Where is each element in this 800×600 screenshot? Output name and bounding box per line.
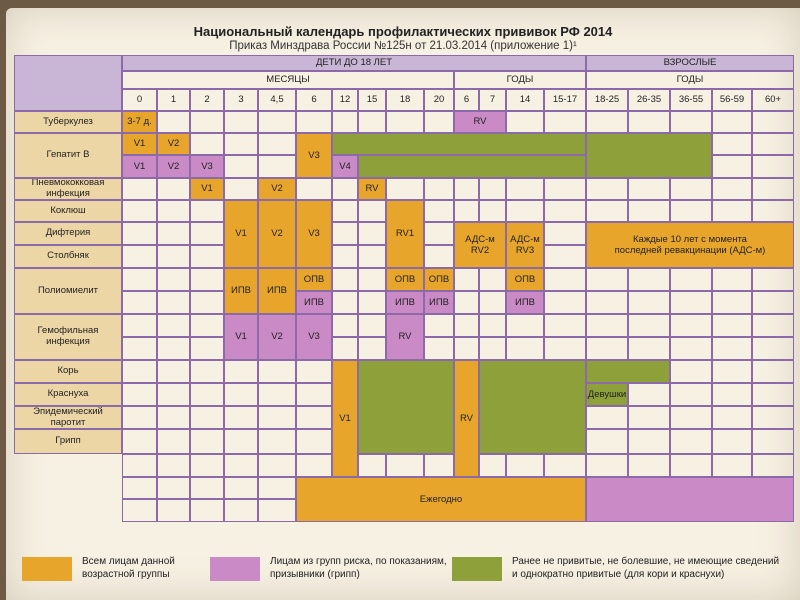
grid-cell: [190, 360, 224, 383]
dtp-rv1: RV1: [387, 201, 423, 267]
grid-cell: [712, 155, 752, 178]
grid-cell: [752, 454, 794, 477]
grid-cell: [332, 200, 358, 222]
grid-cell: [752, 337, 794, 360]
grid-cell: [332, 222, 358, 245]
grid-cell: [586, 200, 628, 222]
grid-cell: [586, 314, 628, 337]
age-column-header: 6: [454, 89, 479, 111]
age-column-header: 7: [479, 89, 506, 111]
grid-cell: [752, 291, 794, 314]
legend-swatch-unvaccinated: [452, 557, 502, 581]
legend-text-risk: Лицам из групп риска, по показаниям, призывники (грипп): [270, 556, 447, 580]
grid-cell: [586, 429, 628, 454]
grid-cell: [454, 178, 479, 200]
row-label-polio: Полиомиелит: [14, 268, 122, 314]
grid-cell: [190, 454, 224, 477]
grid-cell: [122, 178, 157, 200]
grid-cell: [122, 360, 157, 383]
grid-cell: [332, 268, 358, 291]
grid-cell: [224, 111, 258, 133]
grid-cell: [479, 200, 506, 222]
legend-item-all: [22, 556, 175, 581]
grid-cell: [332, 111, 358, 133]
grid-cell: [190, 200, 224, 222]
mmr-v1: V1: [333, 361, 357, 476]
grid-cell: [544, 337, 586, 360]
grid-cell: [386, 178, 424, 200]
grid-cell: [670, 291, 712, 314]
polio-ipv-20m: ИПВ: [425, 292, 453, 313]
adult-td-every-10-years: Каждые 10 лет с момента последней ревакцинации (АДС-м): [587, 223, 793, 267]
row-label-flu: Грипп: [14, 429, 122, 454]
grid-cell: [386, 454, 424, 477]
grid-cell: [258, 111, 296, 133]
row-label-hib: Гемофильная инфекция: [14, 314, 122, 360]
grid-cell: [544, 314, 586, 337]
grid-cell: [712, 111, 752, 133]
grid-cell: [224, 383, 258, 406]
grid-cell: [670, 429, 712, 454]
grid-cell: [628, 291, 670, 314]
grid-cell: [190, 383, 224, 406]
grid-cell: [190, 314, 224, 337]
grid-cell: [424, 454, 454, 477]
grid-cell: [358, 111, 386, 133]
grid-cell: [157, 477, 190, 499]
grid-cell: [296, 111, 332, 133]
age-column-header: 2: [190, 89, 224, 111]
grid-cell: [358, 454, 386, 477]
age-column-header: 3: [224, 89, 258, 111]
hepb-risk-v3: V3: [191, 156, 223, 177]
grid-cell: [752, 383, 794, 406]
grid-cell: [122, 429, 157, 454]
row-label-diph: Дифтерия: [14, 222, 122, 245]
age-column-header: 26-35: [628, 89, 670, 111]
age-column-header: 18-25: [586, 89, 628, 111]
grid-cell: [628, 383, 670, 406]
grid-cell: [752, 200, 794, 222]
mmr-rv: RV: [455, 361, 478, 476]
grid-cell: [157, 499, 190, 522]
tb-3-7-days: 3-7 д.: [123, 112, 156, 132]
grid-cell: [122, 314, 157, 337]
polio-ipv-18m: ИПВ: [387, 292, 423, 313]
grid-cell: [424, 314, 454, 337]
grid-cell: [712, 454, 752, 477]
grid-cell: [752, 178, 794, 200]
hepb-risk-v2: V2: [158, 156, 189, 177]
age-column-header: 6: [296, 89, 332, 111]
grid-cell: [157, 111, 190, 133]
grid-cell: [224, 406, 258, 429]
grid-cell: [586, 406, 628, 429]
hepb-v4: V4: [333, 156, 357, 177]
mmr-unvaccinated-teens: [480, 361, 585, 453]
pneumo-v2: V2: [259, 179, 295, 199]
grid-cell: [224, 429, 258, 454]
age-column-header: 20: [424, 89, 454, 111]
polio-opv-20m: ОПВ: [425, 269, 453, 290]
grid-cell: [296, 406, 332, 429]
grid-cell: [122, 499, 157, 522]
hepb-risk-v1: V1: [123, 156, 156, 177]
grid-cell: [332, 245, 358, 268]
grid-cell: [190, 429, 224, 454]
grid-cell: [712, 406, 752, 429]
legend-item-unvaccinated: [452, 556, 779, 581]
grid-cell: [157, 178, 190, 200]
grid-cell: [712, 133, 752, 155]
grid-cell: [157, 268, 190, 291]
grid-cell: [224, 499, 258, 522]
polio-ipv-14y: ИПВ: [507, 292, 543, 313]
hepb-v2: V2: [158, 134, 189, 154]
header-years-adults: ГОДЫ: [586, 71, 794, 89]
grid-cell: [358, 245, 386, 268]
row-label-mumps: Эпидемический паротит: [14, 406, 122, 429]
grid-cell: [332, 291, 358, 314]
dtp-v2: V2: [259, 201, 295, 267]
grid-cell: [157, 314, 190, 337]
grid-cell: [224, 133, 258, 155]
mmr-unvaccinated-children: [359, 361, 453, 453]
grid-cell: [157, 245, 190, 268]
grid-cell: [479, 337, 506, 360]
grid-cell: [479, 454, 506, 477]
grid-cell: [190, 133, 224, 155]
tb-revaccination: RV: [455, 112, 505, 132]
grid-cell: [712, 314, 752, 337]
grid-cell: [224, 155, 258, 178]
grid-cell: [296, 360, 332, 383]
grid-cell: [122, 291, 157, 314]
polio-ipv-3m: ИПВ: [225, 269, 257, 313]
grid-cell: [670, 268, 712, 291]
grid-cell: [258, 499, 296, 522]
grid-cell: [628, 406, 670, 429]
grid-cell: [157, 383, 190, 406]
row-label-rubella: Краснуха: [14, 383, 122, 406]
grid-cell: [190, 245, 224, 268]
grid-cell: [190, 337, 224, 360]
grid-cell: [544, 222, 586, 245]
grid-cell: [670, 200, 712, 222]
grid-cell: [122, 454, 157, 477]
grid-cell: [586, 111, 628, 133]
row-label-pert: Коклюш: [14, 200, 122, 222]
grid-cell: [190, 291, 224, 314]
polio-ipv-45m: ИПВ: [259, 269, 295, 313]
polio-opv-6m: ОПВ: [297, 269, 331, 290]
grid-cell: [224, 477, 258, 499]
legend-swatch-risk: [210, 557, 260, 581]
row-label-hepb: Гепатит В: [14, 133, 122, 178]
grid-cell: [544, 111, 586, 133]
grid-cell: [454, 337, 479, 360]
grid-cell: [670, 314, 712, 337]
grid-cell: [752, 111, 794, 133]
grid-cell: [424, 178, 454, 200]
grid-cell: [332, 178, 358, 200]
hib-v3: V3: [297, 315, 331, 359]
grid-cell: [479, 291, 506, 314]
grid-cell: [157, 222, 190, 245]
grid-cell: [479, 178, 506, 200]
grid-cell: [122, 222, 157, 245]
grid-cell: [752, 268, 794, 291]
grid-cell: [358, 200, 386, 222]
hib-rv: RV: [387, 315, 423, 359]
grid-cell: [122, 477, 157, 499]
grid-cell: [670, 360, 712, 383]
age-column-header: 14: [506, 89, 544, 111]
grid-cell: [712, 178, 752, 200]
grid-cell: [506, 314, 544, 337]
grid-cell: [157, 406, 190, 429]
grid-cell: [670, 454, 712, 477]
grid-cell: [752, 155, 794, 178]
grid-cell: [670, 383, 712, 406]
grid-cell: [712, 291, 752, 314]
age-column-header: 36-55: [670, 89, 712, 111]
grid-cell: [752, 133, 794, 155]
age-column-header: 1: [157, 89, 190, 111]
grid-cell: [479, 268, 506, 291]
rubella-girls: Девушки: [587, 384, 627, 405]
grid-cell: [628, 429, 670, 454]
grid-cell: [296, 178, 332, 200]
grid-cell: [670, 178, 712, 200]
grid-cell: [296, 429, 332, 454]
grid-cell: [454, 314, 479, 337]
grid-cell: [670, 337, 712, 360]
grid-cell: [157, 429, 190, 454]
age-column-header: 15-17: [544, 89, 586, 111]
grid-cell: [386, 111, 424, 133]
age-column-header: 18: [386, 89, 424, 111]
vaccination-calendar-card: [6, 8, 800, 600]
age-column-header: 4,5: [258, 89, 296, 111]
grid-cell: [712, 268, 752, 291]
grid-cell: [586, 454, 628, 477]
flu-risk-adults: [587, 478, 793, 521]
ads-m-rv2: АДС-м RV2: [455, 223, 505, 267]
grid-cell: [258, 155, 296, 178]
grid-cell: [424, 337, 454, 360]
grid-cell: [506, 111, 544, 133]
header-years-children: ГОДЫ: [454, 71, 586, 89]
grid-cell: [190, 222, 224, 245]
legend-item-risk: [210, 556, 447, 581]
grid-cell: [122, 383, 157, 406]
grid-cell: [190, 499, 224, 522]
grid-cell: [157, 200, 190, 222]
grid-cell: [544, 178, 586, 200]
grid-cell: [358, 291, 386, 314]
hepb-unvaccinated-children-top: [333, 134, 585, 154]
grid-cell: [122, 245, 157, 268]
ads-m-rv3: АДС-м RV3: [507, 223, 543, 267]
row-label-tb: Туберкулез: [14, 111, 122, 133]
grid-cell: [258, 429, 296, 454]
page-title: Национальный календарь профилактических прививок РФ 2014: [193, 24, 613, 39]
grid-cell: [752, 429, 794, 454]
grid-cell: [190, 406, 224, 429]
grid-cell: [454, 268, 479, 291]
age-column-header: 0: [122, 89, 157, 111]
grid-cell: [586, 178, 628, 200]
dtp-v1: V1: [225, 201, 257, 267]
hepb-unvaccinated-children: [359, 156, 585, 177]
grid-cell: [190, 268, 224, 291]
grid-cell: [712, 383, 752, 406]
grid-cell: [712, 429, 752, 454]
pneumo-rv: RV: [359, 179, 385, 199]
age-column-header: 60+: [752, 89, 794, 111]
grid-cell: [122, 268, 157, 291]
grid-cell: [454, 291, 479, 314]
grid-cell: [358, 337, 386, 360]
grid-cell: [544, 268, 586, 291]
row-label-measles: Корь: [14, 360, 122, 383]
header-corner: [14, 55, 122, 111]
grid-cell: [358, 268, 386, 291]
grid-cell: [586, 291, 628, 314]
grid-cell: [157, 360, 190, 383]
grid-cell: [122, 200, 157, 222]
grid-cell: [258, 133, 296, 155]
grid-cell: [424, 245, 454, 268]
age-column-header: 12: [332, 89, 358, 111]
grid-cell: [712, 360, 752, 383]
grid-cell: [258, 454, 296, 477]
grid-cell: [544, 454, 586, 477]
dtp-v3: V3: [297, 201, 331, 267]
flu-yearly: Ежегодно: [297, 478, 585, 521]
hepb-unvaccinated-adults: [587, 134, 711, 177]
grid-cell: [157, 337, 190, 360]
measles-unvaccinated-adults: [587, 361, 669, 382]
grid-cell: [424, 222, 454, 245]
grid-cell: [628, 454, 670, 477]
header-children: ДЕТИ ДО 18 ЛЕТ: [122, 55, 586, 71]
hib-v2: V2: [259, 315, 295, 359]
grid-cell: [122, 406, 157, 429]
header-months: МЕСЯЦЫ: [122, 71, 454, 89]
grid-cell: [358, 222, 386, 245]
grid-cell: [712, 200, 752, 222]
grid-cell: [157, 454, 190, 477]
header-adults: ВЗРОСЛЫЕ: [586, 55, 794, 71]
grid-cell: [332, 314, 358, 337]
grid-cell: [479, 314, 506, 337]
grid-cell: [224, 178, 258, 200]
hib-v1: V1: [225, 315, 257, 359]
grid-cell: [358, 314, 386, 337]
grid-cell: [190, 111, 224, 133]
grid-cell: [628, 178, 670, 200]
legend-text-unvaccinated: Ранее не привитые, не болевшие, не имеющие сведений и однократно привитые (для кори и краснухи): [512, 556, 780, 580]
grid-cell: [258, 477, 296, 499]
grid-cell: [628, 268, 670, 291]
grid-cell: [190, 477, 224, 499]
pneumo-v1: V1: [191, 179, 223, 199]
grid-cell: [628, 111, 670, 133]
grid-cell: [506, 178, 544, 200]
grid-cell: [224, 454, 258, 477]
grid-cell: [670, 406, 712, 429]
grid-cell: [224, 360, 258, 383]
page-subtitle: Приказ Минздрава России №125н от 21.03.2014 (приложение 1)¹: [229, 40, 577, 52]
grid-cell: [258, 383, 296, 406]
polio-opv-18m: ОПВ: [387, 269, 423, 290]
grid-cell: [752, 406, 794, 429]
grid-cell: [424, 111, 454, 133]
grid-cell: [258, 406, 296, 429]
grid-cell: [628, 314, 670, 337]
grid-cell: [157, 291, 190, 314]
grid-cell: [752, 360, 794, 383]
grid-cell: [752, 314, 794, 337]
hepb-v1: V1: [123, 134, 156, 154]
grid-cell: [454, 200, 479, 222]
grid-cell: [506, 454, 544, 477]
grid-cell: [506, 337, 544, 360]
grid-cell: [424, 200, 454, 222]
grid-cell: [296, 383, 332, 406]
grid-cell: [296, 454, 332, 477]
grid-cell: [332, 337, 358, 360]
legend-swatch-all: [22, 557, 72, 581]
grid-cell: [544, 291, 586, 314]
grid-cell: [544, 245, 586, 268]
age-column-header: 15: [358, 89, 386, 111]
polio-ipv-6m: ИПВ: [297, 292, 331, 313]
grid-cell: [670, 111, 712, 133]
grid-cell: [586, 268, 628, 291]
row-label-pneumo: Пневмококковая инфекция: [14, 178, 122, 200]
hepb-v3: V3: [297, 134, 331, 177]
grid-cell: [628, 337, 670, 360]
polio-opv-14y: ОПВ: [507, 269, 543, 290]
grid-cell: [544, 200, 586, 222]
grid-cell: [506, 200, 544, 222]
grid-cell: [628, 200, 670, 222]
grid-cell: [712, 337, 752, 360]
schedule-grid: [6, 8, 800, 600]
grid-cell: [586, 337, 628, 360]
age-column-header: 56-59: [712, 89, 752, 111]
legend-text-all: Всем лицам данной возрастной группы: [82, 556, 175, 580]
grid-cell: [258, 360, 296, 383]
grid-cell: [122, 337, 157, 360]
row-label-tet: Столбняк: [14, 245, 122, 268]
